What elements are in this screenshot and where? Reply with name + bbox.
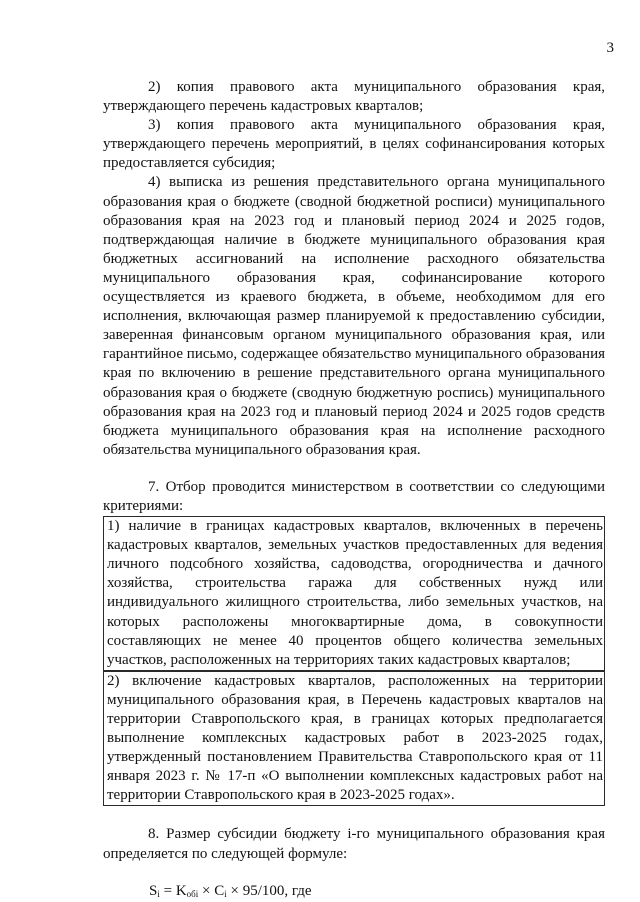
document-body	[103, 78, 605, 901]
paragraph-item-3: 3) копия правового акта муниципального образования края, утверждающего перечень мероприятий, в целях софинансирования которых предоставляется субсидия;	[103, 117, 605, 172]
formula-equals: =	[159, 882, 176, 899]
paragraph-item-4: 4) выписка из решения представительного органа муниципального образования края о бюджете (сводной бюджетной росписи) муниципального образования края на 2023 год и плановый период 2024 и 2025 годов, подтверждающая наличие в бюджете муниципального образования края бюджетных ассигнований на исполнение расходного обязательства муниципального образования края, софинансирование которого осуществляется из краевого бюджета, в объеме, необходимом для его исполнения, включающая размер планируемой к предоставлению субсидии, заверенная финансовым органом муниципального образования края, или гарантийное письмо, содержащее обязательство муниципального образования края по включению в решение представительного органа муниципального образования края о бюджете (сводную бюджетную роспись) муниципального образования края на 2023 год и плановый период 2024 и 2025 годов средств бюджета муниципального образования края на исполнение расходного обязательства муниципального образования края.	[103, 174, 605, 458]
spacer	[103, 864, 605, 882]
spacer	[103, 806, 605, 825]
paragraph-section-8: 8. Размер субсидии бюджету i-го муниципального образования края определяется по следующей формуле:	[103, 826, 605, 862]
criterion-1: 1) наличие в границах кадастровых кварталов, включенных в перечень кадастровых кварталов, земельных участков предоставленных для ведения личного подсобного хозяйства, садоводства, огородничества и дачного хозяйства, строительства гаража для собственных нужд или индивидуального жилищного строительства, либо земельных участков, на которых расположены многоквартирные дома, в совокупности составляющих не менее 40 процентов общего количества земельных участков, расположенных на территориях таких кадастровых кварталов;	[103, 516, 605, 671]
formula-times: ×	[198, 882, 215, 899]
paragraph-item-2: 2) копия правового акта муниципального образования края, утверждающего перечень кадастровых кварталов;	[103, 79, 605, 115]
formula-rest: × 95/100, где	[226, 882, 312, 899]
formula-k-index: обi	[186, 888, 199, 899]
page-number: 3	[606, 40, 614, 56]
formula-s: S	[149, 882, 158, 899]
spacer	[103, 460, 605, 478]
formula-k: K	[175, 882, 187, 899]
formula-s-index: i	[157, 888, 160, 899]
paragraph-section-7: 7. Отбор проводится министерством в соответствии со следующими критериями:	[103, 478, 605, 514]
subsidy-formula	[103, 882, 605, 901]
formula-c: C	[214, 882, 225, 899]
formula-c-index: i	[224, 888, 227, 899]
criterion-2: 2) включение кадастровых кварталов, расположенных на территории муниципального образования края, в Перечень кадастровых кварталов на территории Ставропольского края, в границах которых предполагается выполнение комплексных кадастровых работ в 2023-2025 годах, утвержденный постановлением Правительства Ставропольского края от 11 января 2023 г. № 17-п «О выполнении комплексных кадастровых работ на территории Ставропольского края в 2023-2025 годах».	[103, 671, 605, 807]
